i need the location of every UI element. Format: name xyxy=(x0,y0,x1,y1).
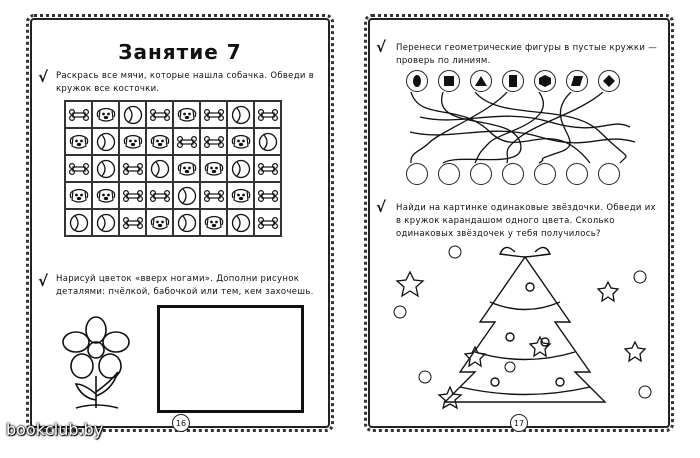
rectangle-icon xyxy=(502,70,524,92)
check-mark-icon: √ xyxy=(38,272,49,290)
empty-circle[interactable] xyxy=(534,163,556,185)
dog-icon xyxy=(200,155,227,182)
bone-icon xyxy=(146,182,173,209)
diamond-icon xyxy=(598,70,620,92)
ball-icon xyxy=(146,155,173,182)
empty-circle[interactable] xyxy=(406,163,428,185)
ball-icon xyxy=(173,182,200,209)
left-page xyxy=(30,18,330,428)
dog-icon xyxy=(92,101,119,128)
check-mark-icon: √ xyxy=(38,68,49,86)
bone-icon xyxy=(119,155,146,182)
bone-icon xyxy=(200,128,227,155)
ball-icon xyxy=(227,155,254,182)
ball-icon xyxy=(92,209,119,236)
ball-icon xyxy=(65,209,92,236)
bone-icon xyxy=(200,182,227,209)
empty-circle[interactable] xyxy=(598,163,620,185)
ball-icon xyxy=(92,155,119,182)
bone-icon xyxy=(119,182,146,209)
page-number: 16 xyxy=(172,414,190,432)
dog-icon xyxy=(200,209,227,236)
dog-icon xyxy=(173,155,200,182)
shapes-row xyxy=(406,70,620,92)
bone-icon xyxy=(254,209,281,236)
tangled-lines xyxy=(400,92,640,164)
snowflake-icons xyxy=(394,246,651,398)
bone-icon xyxy=(65,101,92,128)
flower-illustration xyxy=(58,310,138,415)
bone-icon xyxy=(254,155,281,182)
christmas-tree-illustration xyxy=(390,242,660,412)
task-2-text: Найди на картинке одинаковые звёздочки. Обведи их в кружок карандашом одного цвета. Сколько одинаковых звёздочек у тебя получилось? xyxy=(396,203,656,239)
dog-icon xyxy=(227,182,254,209)
dog-icon xyxy=(65,182,92,209)
star-icons xyxy=(397,272,645,408)
check-mark-icon: √ xyxy=(376,38,387,56)
empty-circle[interactable] xyxy=(566,163,588,185)
ball-icon xyxy=(227,101,254,128)
dog-icon xyxy=(146,209,173,236)
task-1-text: Перенеси геометрические фигуры в пустые кружки — проверь по линиям. xyxy=(396,43,657,66)
ball-icon xyxy=(92,128,119,155)
bone-icon xyxy=(254,101,281,128)
empty-circles-row xyxy=(406,163,620,185)
ball-icon xyxy=(254,128,281,155)
empty-circle[interactable] xyxy=(438,163,460,185)
task-2-text: Нарисуй цветок «вверх ногами». Дополни рисунок деталями: пчёлкой, бабочкой или тем, кем захочешь. xyxy=(56,274,314,297)
oval-icon xyxy=(406,70,428,92)
bone-icon xyxy=(254,182,281,209)
ball-icon xyxy=(173,209,200,236)
parallelogram-icon xyxy=(566,70,588,92)
bone-icon xyxy=(200,101,227,128)
task-1-text: Раскрась все мячи, которые нашла собачка. Обведи в кружок все косточки. xyxy=(56,71,315,94)
dog-icon xyxy=(146,128,173,155)
bone-icon xyxy=(173,128,200,155)
bone-icon xyxy=(146,101,173,128)
dog-icon xyxy=(227,128,254,155)
ball-icon xyxy=(227,209,254,236)
bone-icon xyxy=(119,209,146,236)
bone-icon xyxy=(65,155,92,182)
ball-icon xyxy=(119,101,146,128)
dog-icon xyxy=(173,101,200,128)
dog-icon xyxy=(92,182,119,209)
triangle-icon xyxy=(470,70,492,92)
empty-circle[interactable] xyxy=(470,163,492,185)
picture-grid xyxy=(64,100,282,237)
right-page xyxy=(368,18,670,428)
dog-icon xyxy=(65,128,92,155)
drawing-frame[interactable] xyxy=(157,305,304,413)
lesson-title: Занятие 7 xyxy=(118,40,242,64)
watermark: bookclub.by xyxy=(6,420,104,439)
hexagon-icon xyxy=(534,70,556,92)
dog-icon xyxy=(119,128,146,155)
page-number: 17 xyxy=(510,414,528,432)
check-mark-icon: √ xyxy=(376,198,387,216)
square-icon xyxy=(438,70,460,92)
empty-circle[interactable] xyxy=(502,163,524,185)
